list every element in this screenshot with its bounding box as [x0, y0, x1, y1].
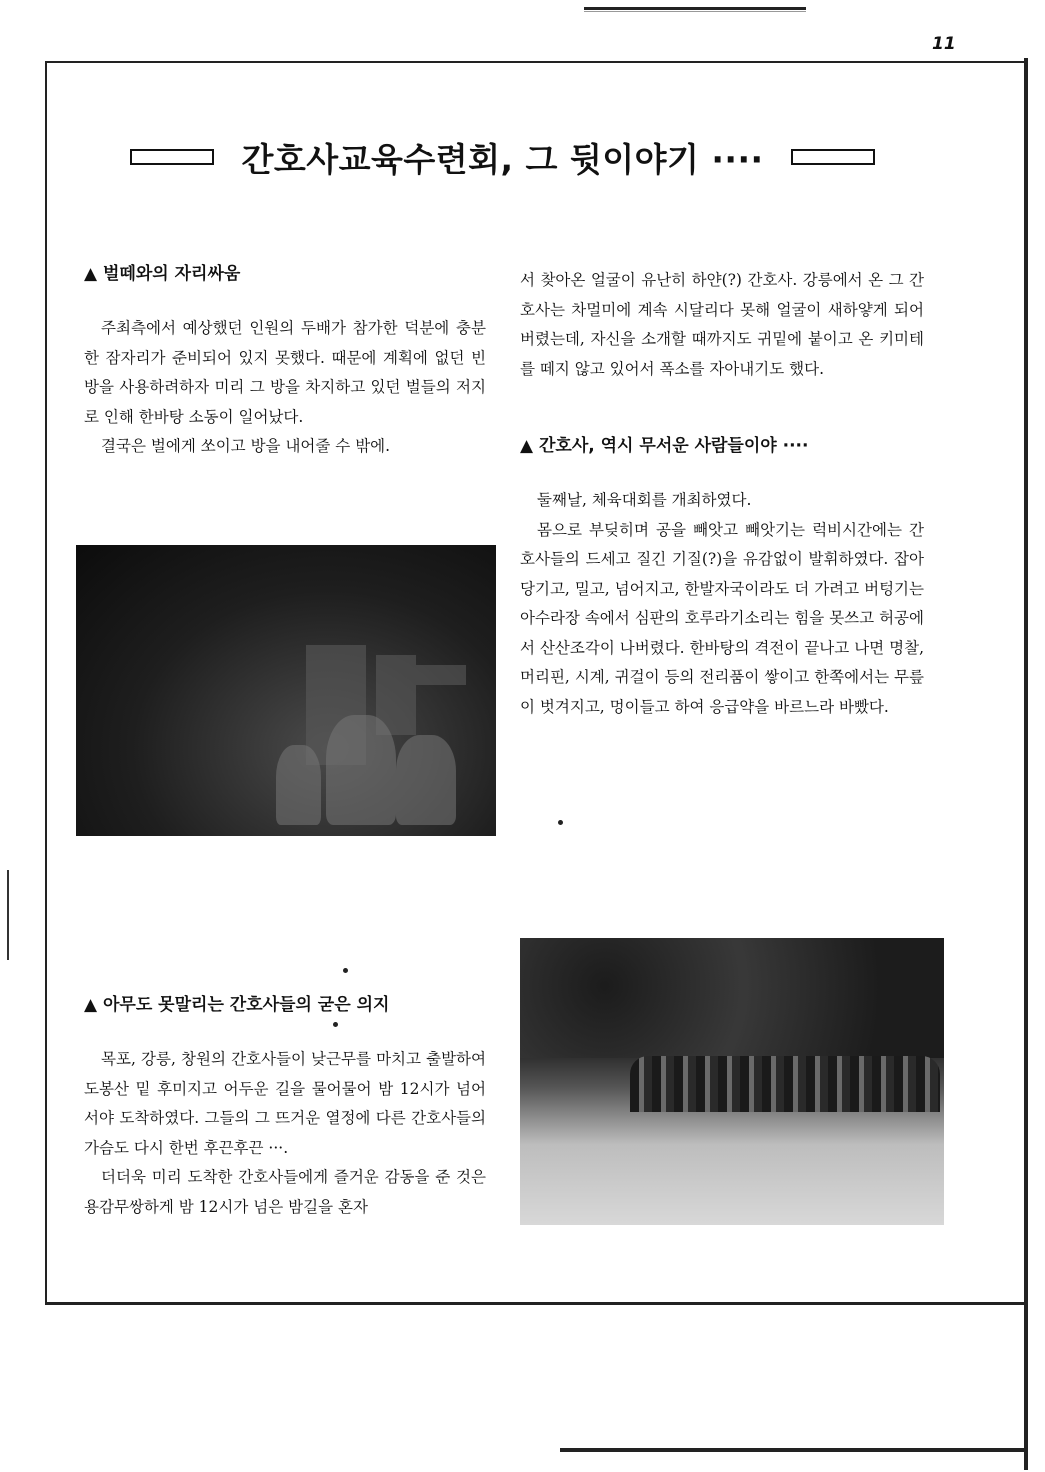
photo-indoor-gathering: [76, 545, 496, 836]
top-rule: [584, 7, 806, 10]
section-paragraph: 더더욱 미리 도착한 간호사들에게 즐거운 감동을 준 것은 용감무쌍하게 밤 12시가 넘은 밤길을 혼자: [84, 1168, 486, 1216]
section-scary-nurses: [520, 431, 924, 722]
title-deco-right: [791, 149, 875, 165]
section-continued: [520, 266, 924, 384]
top-rule-thin: [584, 11, 806, 12]
section-paragraph: 둘째날, 체육대회를 개최하였다.: [537, 491, 752, 509]
section-paragraph: 결국은 벌에게 쏘이고 방을 내어줄 수 밖에.: [101, 437, 391, 455]
section-paragraph: 목포, 강릉, 창원의 간호사들이 낮근무를 마치고 출발하여 도봉산 밑 후미지고 어두운 길을 물어물어 밤 12시가 넘어서야 도착하였다. 그들의 그 뜨거운 열정에 다른 간호사들의 가슴도 다시 한번 후끈후끈 ···.: [84, 1050, 486, 1157]
section-heading: ▲ 벌떼와의 자리싸움: [84, 264, 241, 284]
continued-paragraph: 서 찾아온 얼굴이 유난히 하얀(?) 간호사. 강릉에서 온 그 간호사는 차멀미에 계속 시달리다 못해 얼굴이 새하얗게 되어버렸는데, 자신을 소개할 때까지도 귀밑에 붙이고 온 키미테를 떼지 않고 있어서 폭소를 자아내기도 했다.: [520, 271, 924, 378]
scan-speck: [558, 820, 563, 825]
scan-speck: [343, 968, 348, 973]
section-bee-fight: [84, 259, 486, 462]
scan-mark-left: [7, 870, 9, 960]
section-paragraph: 몸으로 부딪히며 공을 빼앗고 빼앗기는 럭비시간에는 간호사들의 드세고 질긴 기질(?)을 유감없이 발휘하였다. 잡아당기고, 밀고, 넘어지고, 한발자국이라도 더 가려고 버텅기는 아수라장 속에서 심판의 호루라기소리는 힘을 못쓰고 허공에서 산산조각이 나버렸다. 한바탕의 격전이 끝나고 나면 명찰, 머리핀, 시계, 귀걸이 등의 전리품이 쌓이고 한쪽에서는 무릎이 벗겨지고, 멍이들고 하여 응급약을 바르느라 바빴다.: [520, 520, 924, 716]
scan-edge-bottom: [560, 1448, 1028, 1452]
section-paragraph: 주최측에서 예상했던 인원의 두배가 참가한 덕분에 충분한 잠자리가 준비되어 있지 못했다. 때문에 계획에 없던 빈방을 사용하려하자 미리 그 방을 차지하고 있던 벌들의 저지로 인해 한바탕 소동이 일어났다.: [84, 319, 486, 426]
photo-outdoor-rugby: [520, 938, 944, 1225]
section-heading: ▲ 간호사, 역시 무서운 사람들이야 ····: [520, 436, 809, 456]
page-title: 간호사교육수련회, 그 뒷이야기 ····: [241, 139, 764, 179]
page-number: 11: [932, 34, 956, 54]
title-deco-left: [130, 149, 214, 165]
scan-speck: [333, 1022, 338, 1027]
section-strong-will: [84, 990, 486, 1222]
title-banner: [130, 132, 875, 182]
section-heading: ▲ 아무도 못말리는 간호사들의 굳은 의지: [84, 995, 390, 1015]
scan-edge-right: [1024, 58, 1028, 1470]
